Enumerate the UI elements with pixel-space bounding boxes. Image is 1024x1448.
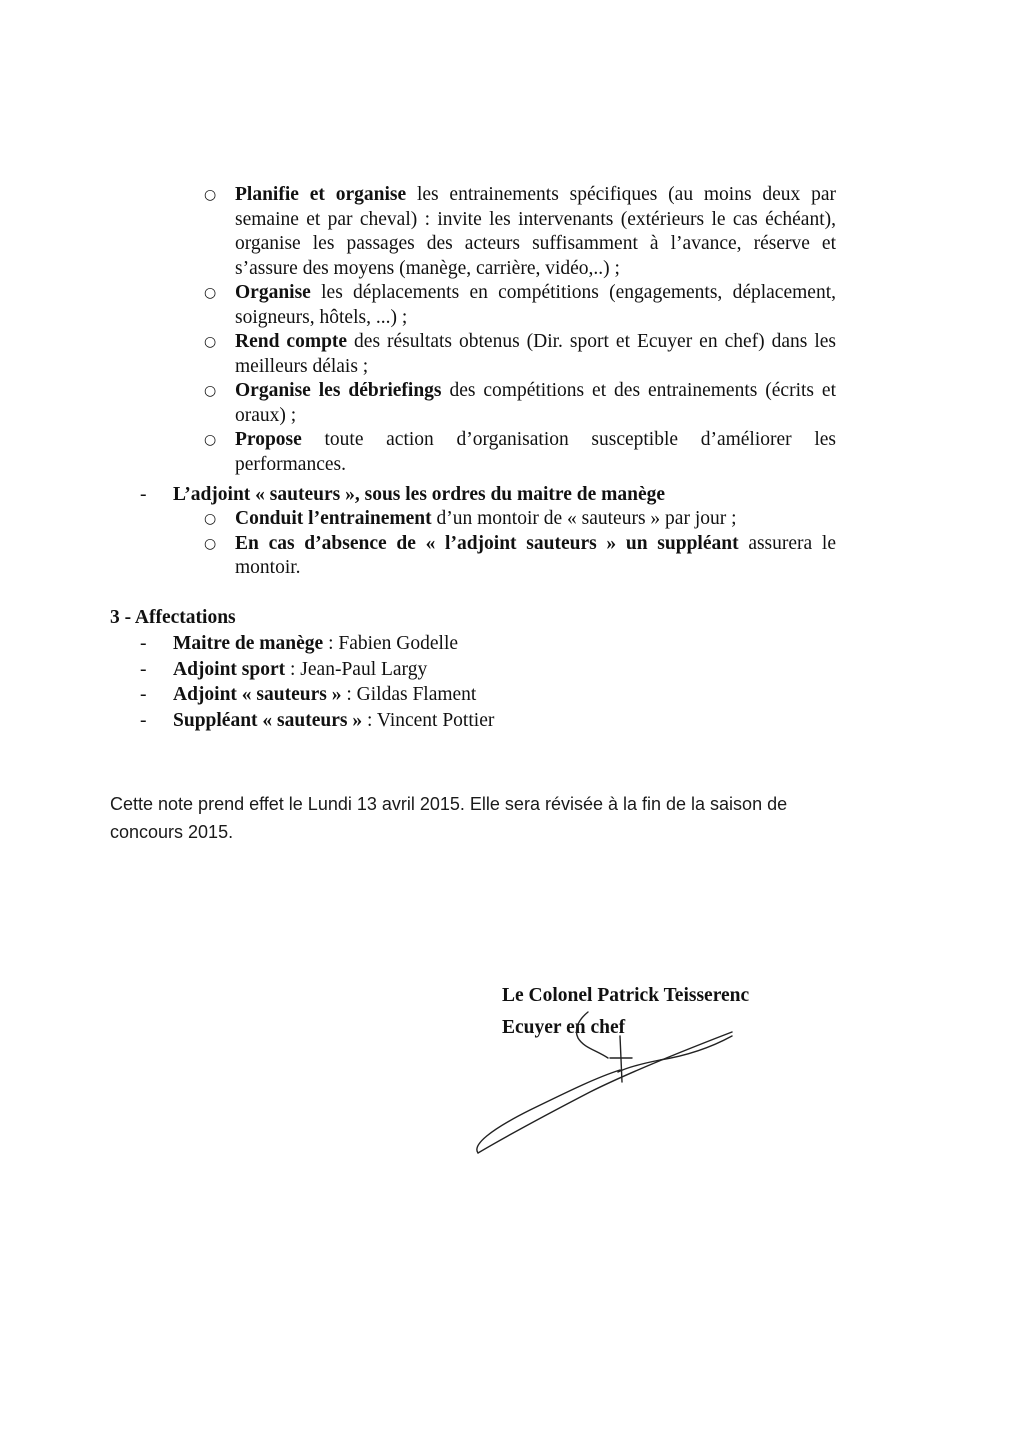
- affectation-role: Adjoint « sauteurs »: [173, 684, 342, 705]
- task-keyword: Rend compte: [235, 331, 348, 352]
- section-heading: 3 - Affectations: [110, 607, 236, 628]
- task-text: assurera le montoir.: [235, 532, 836, 578]
- task-text: les entrainements spécifiques (au moins deux par semaine et par cheval) : invite les intervenants (extérieurs le cas échéant), organise les passages des acteurs suffisamment à l’avance, réserve et s’assure des moyens (manège, carrière, vidéo,..) ;: [235, 184, 837, 279]
- task-text: des compétitions et des entrainements (écrits et oraux) ;: [235, 380, 836, 426]
- task-keyword: Conduit l’entrainement: [235, 508, 432, 529]
- task-keyword: Organise: [235, 282, 311, 303]
- task-list: [200, 183, 836, 477]
- circle-bullet-icon: ○: [204, 187, 217, 203]
- affectation-role: Maitre de manège: [173, 633, 324, 654]
- task-text: des résultats obtenus (Dir. sport et Ecuyer en chef) dans les meilleurs délais ;: [235, 331, 836, 377]
- signatory-name: Le Colonel Patrick Teisserenc: [502, 985, 750, 1006]
- handwritten-signature: [470, 1000, 750, 1170]
- dash-bullet: -: [140, 658, 147, 680]
- circle-bullet-icon: ○: [204, 285, 217, 301]
- adjoint-task-list: [200, 507, 836, 581]
- task-text: d’un montoir de « sauteurs » par jour ;: [431, 508, 737, 529]
- affectation-name: : Vincent Pottier: [362, 709, 495, 731]
- task-keyword: En cas d’absence de « l’adjoint sauteurs » un suppléant: [235, 532, 739, 554]
- affectation-name: : Gildas Flament: [341, 684, 477, 705]
- dash-bullet: -: [140, 484, 147, 505]
- task-item: [200, 183, 836, 281]
- task-keyword: Propose: [235, 429, 302, 450]
- signature-stroke: [620, 1036, 622, 1082]
- affectation-name: : Fabien Godelle: [323, 633, 459, 654]
- circle-bullet-icon: ○: [204, 535, 217, 552]
- dash-bullet: -: [140, 709, 147, 731]
- dash-bullet: -: [140, 684, 147, 705]
- circle-bullet-icon: ○: [204, 383, 217, 399]
- task-item: [200, 281, 836, 330]
- task-keyword: Planifie et organise: [235, 184, 407, 205]
- signatory-title: Ecuyer en chef: [502, 1017, 626, 1038]
- task-item: [200, 330, 836, 379]
- adjoint-task-item: [200, 507, 836, 532]
- affectation-role: Suppléant « sauteurs »: [173, 709, 363, 731]
- effective-date-note: Cette note prend effet le Lundi 13 avril 2015. Elle sera révisée à la fin de la saison de concours 2015.: [110, 794, 788, 842]
- adjoint-task-item: [200, 532, 836, 581]
- signature-stroke: [576, 1012, 608, 1058]
- task-text: toute action d’organisation susceptible d’améliorer les performances.: [235, 429, 836, 475]
- adjoint-heading: L’adjoint « sauteurs », sous les ordres du maitre de manège: [173, 484, 666, 505]
- signature-stroke: [478, 1032, 732, 1153]
- affectation-role: Adjoint sport: [173, 658, 286, 680]
- circle-bullet-icon: ○: [204, 334, 217, 350]
- circle-bullet-icon: ○: [204, 432, 217, 448]
- task-item: [200, 428, 836, 477]
- dash-bullet: -: [140, 633, 147, 654]
- task-text: les déplacements en compétitions (engagements, déplacement, soigneurs, hôtels, ...) ;: [235, 282, 836, 328]
- circle-bullet-icon: ○: [204, 511, 217, 527]
- task-keyword: Organise les débriefings: [235, 380, 442, 401]
- task-item: [200, 379, 836, 428]
- affectation-name: : Jean-Paul Largy: [285, 658, 428, 680]
